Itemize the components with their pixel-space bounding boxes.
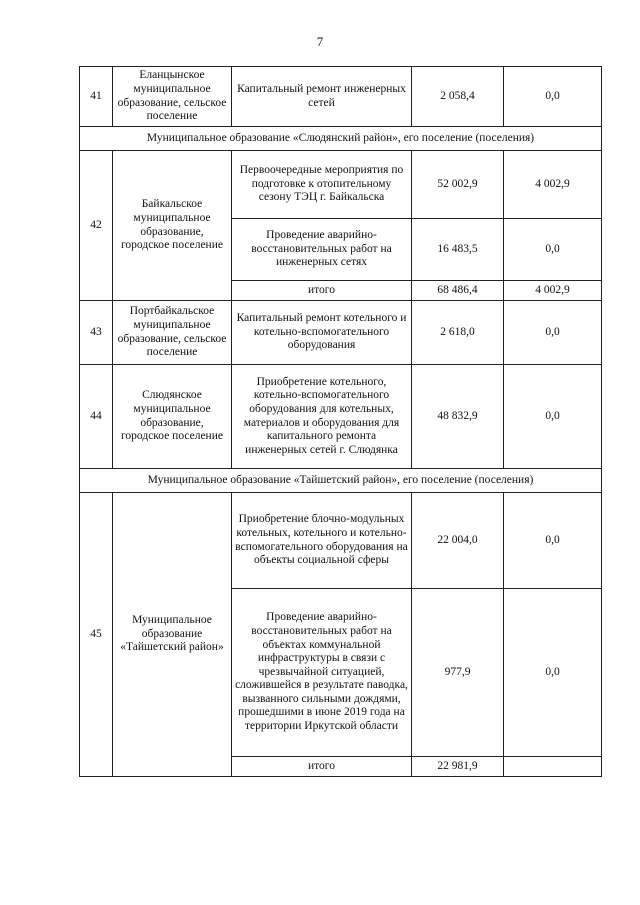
table-row: [80, 493, 602, 589]
extra-value: 0,0: [504, 589, 602, 757]
extra-value: 0,0: [504, 219, 602, 281]
total-label: итого: [232, 757, 412, 777]
section-header-row: [80, 127, 602, 151]
amount-value: 22 004,0: [412, 493, 504, 589]
activity-description: Проведение аварийно-восстановительных работ на объектах коммунальной инфраструктуры в связи с чрезвычайной ситуацией, сложившейся в результате паводка, вызванного сильными дождями, прошедшими в июне 2019 года на территории Иркутской области: [232, 589, 412, 757]
funding-table: [79, 66, 602, 777]
table-row: [80, 67, 602, 127]
table-row: [80, 365, 602, 469]
section-title: Муниципальное образование «Тайшетский район», его поселение (поселения): [80, 469, 602, 493]
row-number: 45: [80, 493, 113, 777]
table-row: [80, 301, 602, 365]
municipality-name: Муниципальное образование «Тайшетский район»: [113, 493, 232, 777]
amount-value: 2 618,0: [412, 301, 504, 365]
activity-description: Капитальный ремонт котельного и котельно-вспомогательного оборудования: [232, 301, 412, 365]
municipality-name: Портбайкальское муниципальное образование, сельское поселение: [113, 301, 232, 365]
row-number: 42: [80, 151, 113, 301]
total-amount: 68 486,4: [412, 281, 504, 301]
activity-description: Проведение аварийно-восстановительных работ на инженерных сетях: [232, 219, 412, 281]
row-number: 43: [80, 301, 113, 365]
total-extra: [504, 757, 602, 777]
amount-value: 977,9: [412, 589, 504, 757]
section-header-row: [80, 469, 602, 493]
municipality-name: Байкальское муниципальное образование, городское поселение: [113, 151, 232, 301]
total-extra: 4 002,9: [504, 281, 602, 301]
row-number: 44: [80, 365, 113, 469]
table-row: [80, 151, 602, 219]
amount-value: 2 058,4: [412, 67, 504, 127]
municipality-name: Слюдянское муниципальное образование, городское поселение: [113, 365, 232, 469]
section-title: Муниципальное образование «Слюдянский район», его поселение (поселения): [80, 127, 602, 151]
extra-value: 0,0: [504, 301, 602, 365]
extra-value: 0,0: [504, 493, 602, 589]
row-number: 41: [80, 67, 113, 127]
extra-value: 0,0: [504, 67, 602, 127]
amount-value: 16 483,5: [412, 219, 504, 281]
municipality-name: Еланцынское муниципальное образование, сельское поселение: [113, 67, 232, 127]
activity-description: Первоочередные мероприятия по подготовке к отопительному сезону ТЭЦ г. Байкальска: [232, 151, 412, 219]
amount-value: 52 002,9: [412, 151, 504, 219]
extra-value: 4 002,9: [504, 151, 602, 219]
activity-description: Приобретение котельного, котельно-вспомогательного оборудования для котельных, материалов и оборудования для капитального ремонта инженерных сетей г. Слюдянка: [232, 365, 412, 469]
total-label: итого: [232, 281, 412, 301]
activity-description: Приобретение блочно-модульных котельных, котельного и котельно-вспомогательного оборудования на объекты социальной сферы: [232, 493, 412, 589]
total-amount: 22 981,9: [412, 757, 504, 777]
page-number: 7: [316, 34, 324, 49]
extra-value: 0,0: [504, 365, 602, 469]
activity-description: Капитальный ремонт инженерных сетей: [232, 67, 412, 127]
amount-value: 48 832,9: [412, 365, 504, 469]
